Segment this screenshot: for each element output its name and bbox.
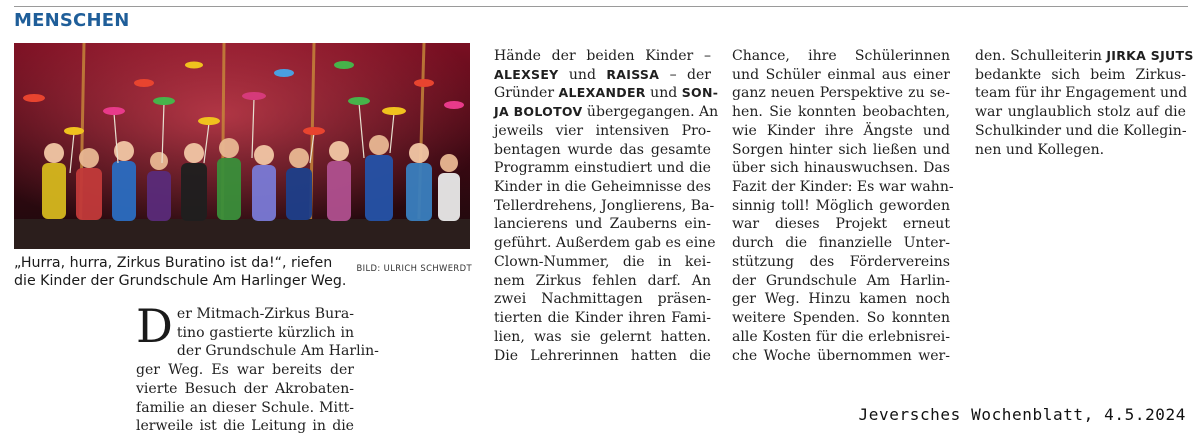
text-segment: team für ihr Engagement und [975, 85, 1188, 102]
text-segment: Schulkinder und die Kollegin- [975, 122, 1187, 139]
article-column-3 [732, 47, 954, 365]
text-segment: und [558, 66, 607, 83]
section-heading: MENSCHEN [14, 10, 130, 31]
text-segment: Die Lehrerinnen hatten die [494, 347, 711, 364]
text-line [494, 328, 711, 347]
text-line [494, 159, 711, 178]
text-line [494, 215, 711, 234]
text-segment: zwei Nachmittagen präsen- [494, 291, 711, 308]
text-segment: und [645, 85, 682, 102]
text-line [732, 272, 950, 291]
text-line [975, 66, 1186, 85]
photo-credit: BILD: ULRICH SCHWERDT [356, 263, 472, 273]
text-segment: Tellerdrehens, Jonglierens, Ba- [494, 197, 715, 214]
text-segment: wie Kinder ihre Ängste und [732, 122, 950, 139]
text-line [494, 47, 711, 66]
text-line [494, 272, 711, 291]
text-line [494, 309, 711, 328]
text-segment: über sich hinauswuchsen. Das [732, 160, 950, 177]
text-segment: Clown-Nummer, die in kei- [494, 253, 711, 270]
text-line [494, 66, 711, 85]
text-segment: vierte Besuch der Akrobaten- [136, 380, 354, 397]
text-segment: und Schüler einmal aus einer [732, 66, 950, 83]
text-line [494, 122, 711, 141]
text-line [732, 103, 950, 122]
text-segment: nem Zirkus fehlen darf. An [494, 272, 711, 289]
top-rule [14, 6, 1188, 7]
text-line [732, 290, 950, 309]
text-segment: lerweile ist die Leitung in die [136, 418, 354, 435]
person-name: RAISSA [606, 66, 660, 82]
text-line [494, 197, 715, 216]
text-segment: familie an dieser Schule. Mitt- [136, 399, 354, 416]
text-segment: tino gastierte kürzlich in [176, 324, 354, 341]
article-column-4 [975, 47, 1194, 159]
text-line [136, 361, 354, 380]
article-column-1 [136, 299, 379, 436]
person-name: JIRKA SJUTS [1106, 48, 1194, 63]
text-line [732, 347, 950, 366]
text-line [136, 399, 354, 418]
text-line [732, 159, 950, 178]
person-name: ALEXSEY [494, 66, 559, 82]
text-line [732, 234, 950, 253]
text-line [732, 66, 950, 85]
text-line [732, 84, 950, 103]
text-segment: lien, was sie gelernt hatten. [494, 328, 711, 345]
text-segment: nen und Kollegen. [975, 141, 1105, 158]
text-line [732, 253, 950, 272]
text-segment: tierten die Kinder ihren Fami- [494, 310, 711, 327]
text-line [732, 122, 950, 141]
text-line [732, 328, 950, 347]
text-line [494, 84, 719, 103]
text-line [494, 178, 711, 197]
text-segment: Hände der beiden Kinder – [494, 48, 711, 64]
text-segment: stützung des Fördervereins [732, 253, 950, 270]
text-line [975, 47, 1194, 66]
text-segment: che Woche übernommen wer- [732, 347, 950, 364]
text-segment: durch die finanzielle Unter- [732, 235, 950, 252]
text-segment: weitere Spenden. So konnten [732, 310, 950, 327]
text-segment: Gründer [494, 85, 559, 102]
text-segment: übergegangen. An [582, 104, 719, 121]
text-line [136, 380, 354, 399]
text-segment: ger Weg. Hinzu kamen noch [732, 291, 950, 308]
text-segment: ganz neuen Perspektive zu se- [732, 85, 950, 102]
text-segment: lancierens und Zauberns ein- [494, 216, 711, 233]
text-line [975, 103, 1186, 122]
text-line [975, 141, 1186, 160]
person-name: SON- [681, 85, 719, 101]
text-segment: jeweils vier intensiven Pro- [494, 122, 711, 139]
text-line [732, 309, 950, 328]
text-segment: war dieses Projekt erneut [732, 216, 950, 233]
text-segment: alle Kosten für die erlebnisrei- [732, 328, 950, 345]
text-line [494, 103, 719, 122]
text-segment: Fazit der Kinder: Es war wahn- [732, 179, 954, 196]
drop-cap: D [136, 299, 173, 353]
text-line [732, 197, 950, 216]
source-line: Jeversches Wochenblatt, 4.5.2024 [858, 405, 1186, 424]
text-segment: der Grundschule Am Harlin- [732, 272, 950, 289]
text-segment: – der [659, 66, 711, 83]
text-segment: Chance, ihre Schülerinnen [732, 48, 950, 64]
text-line [732, 141, 950, 160]
text-line [732, 178, 954, 197]
text-segment: den. Schulleiterin [975, 48, 1107, 64]
text-segment: sinnig toll! Möglich geworden [732, 197, 950, 214]
text-line [494, 141, 711, 160]
text-segment: war unglaublich stolz auf die [975, 104, 1186, 121]
text-line [732, 215, 950, 234]
text-line [136, 417, 354, 436]
person-name: JA BOLOTOV [494, 104, 583, 120]
text-line [975, 84, 1186, 103]
text-line [732, 47, 950, 66]
text-segment: Kinder in die Geheimnisse des [494, 179, 711, 196]
text-segment: er Mitmach-Zirkus Bura- [176, 306, 354, 322]
text-segment: geführt. Außerdem gab es eine [494, 235, 716, 252]
text-segment: Sorgen hinter sich ließen und [732, 141, 950, 158]
text-line [494, 347, 711, 366]
text-segment: hen. Sie konnten beobachten, [732, 104, 950, 121]
text-line [975, 122, 1186, 141]
photo-caption [14, 255, 472, 290]
text-segment: bentagen wurde das gesamte [494, 141, 711, 158]
text-segment: der Grundschule Am Harlin- [176, 343, 379, 360]
text-line [494, 234, 716, 253]
text-line [494, 290, 711, 309]
article-column-2 [494, 47, 719, 365]
text-line [494, 253, 711, 272]
person-name: ALEXANDER [558, 85, 646, 101]
text-segment: ger Weg. Es war bereits der [136, 362, 354, 379]
circus-photo [14, 43, 470, 249]
text-segment: bedankte sich beim Zirkus- [975, 66, 1186, 83]
caption-text: „Hurra, hurra, Zirkus Buratino ist da!“, riefen die Kinder der Grundschule Am Harlinger Weg. [14, 255, 347, 289]
text-segment: Programm einstudiert und die [494, 160, 711, 177]
